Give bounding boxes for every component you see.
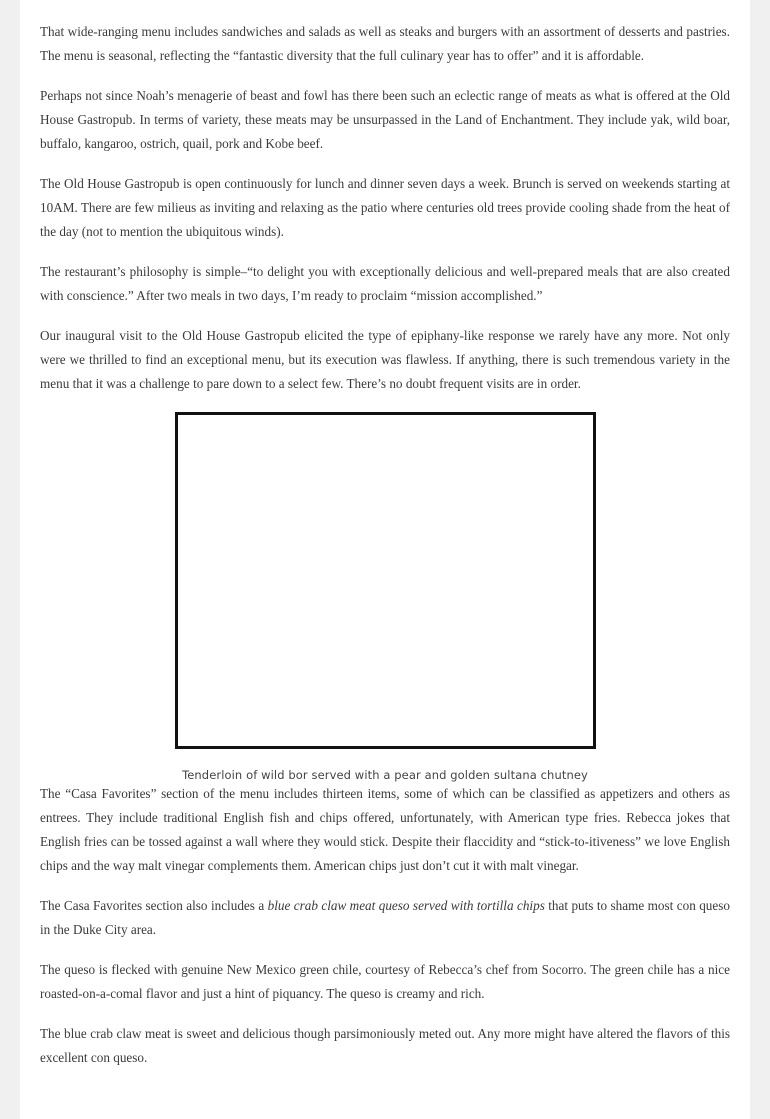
paragraph-inaugural-visit: Our inaugural visit to the Old House Gastropub elicited the type of epiphany-like response we rarely have any more. Not only were we thrilled to find an exceptional menu, but its execution was flawless. If anything, there is such tremendous variety in the menu that it was a challenge to pare down to a select few. There’s no doubt frequent visits are in order.	[40, 328, 730, 391]
article-body	[20, 0, 750, 1070]
paragraph-queso	[40, 894, 730, 942]
dish-photo	[175, 412, 596, 749]
paragraph-crab-meat: The blue crab claw meat is sweet and delicious though parsimoniously meted out. Any more might have altered the flavors of this excellent con queso.	[40, 1026, 730, 1065]
photo-caption: Tenderloin of wild bor served with a pear and golden sultana chutney	[182, 768, 588, 782]
dish-figure	[40, 412, 730, 782]
paragraph-green-chile: The queso is flecked with genuine New Mexico green chile, courtesy of Rebecca’s chef from Socorro. The green chile has a nice roasted-on-a-comal flavor and just a hint of piquancy. The queso is creamy and rich.	[40, 962, 730, 1001]
queso-text-after: that puts to shame most con queso in the Duke City area.	[40, 898, 730, 937]
paragraph-philosophy: The restaurant’s philosophy is simple–“to delight you with exceptionally delicious and well-prepared meals that are also created with conscience.” After two meals in two days, I’m ready to proclaim “mission accomplished.”	[40, 264, 730, 303]
paragraph-meats-variety: Perhaps not since Noah’s menagerie of beast and fowl has there been such an eclectic range of meats as what is offered at the Old House Gastropub. In terms of variety, these meats may be unsurpassed in the Land of Enchantment. They include yak, wild boar, buffalo, kangaroo, ostrich, quail, pork and Kobe beef.	[40, 88, 730, 151]
paragraph-casa-favorites: The “Casa Favorites” section of the menu includes thirteen items, some of which can be classified as appetizers and others as entrees. They include traditional English fish and chips offered, unfortunately, with American type fries. Rebecca jokes that English fries can be tossed against a wall where they would stick. Despite their flaccidity and “stick-to-itiveness” we love English chips and the way malt vinegar complements them. American chips just don’t cut it with malt vinegar.	[40, 786, 730, 873]
article-page	[20, 0, 750, 1119]
queso-dish-name: blue crab claw meat queso served with tortilla chips	[267, 898, 545, 913]
paragraph-hours: The Old House Gastropub is open continuously for lunch and dinner seven days a week. Brunch is served on weekends starting at 10AM. There are few milieus as inviting and relaxing as the patio where centuries old trees provide cooling shade from the heat of the day (not to mention the ubiquitous winds).	[40, 176, 730, 239]
queso-text-before: The Casa Favorites section also includes a	[40, 898, 268, 913]
paragraph-menu-overview: That wide-ranging menu includes sandwiches and salads as well as steaks and burgers with an assortment of desserts and pastries. The menu is seasonal, reflecting the “fantastic diversity that the full culinary year has to offer” and it is affordable.	[40, 24, 730, 63]
